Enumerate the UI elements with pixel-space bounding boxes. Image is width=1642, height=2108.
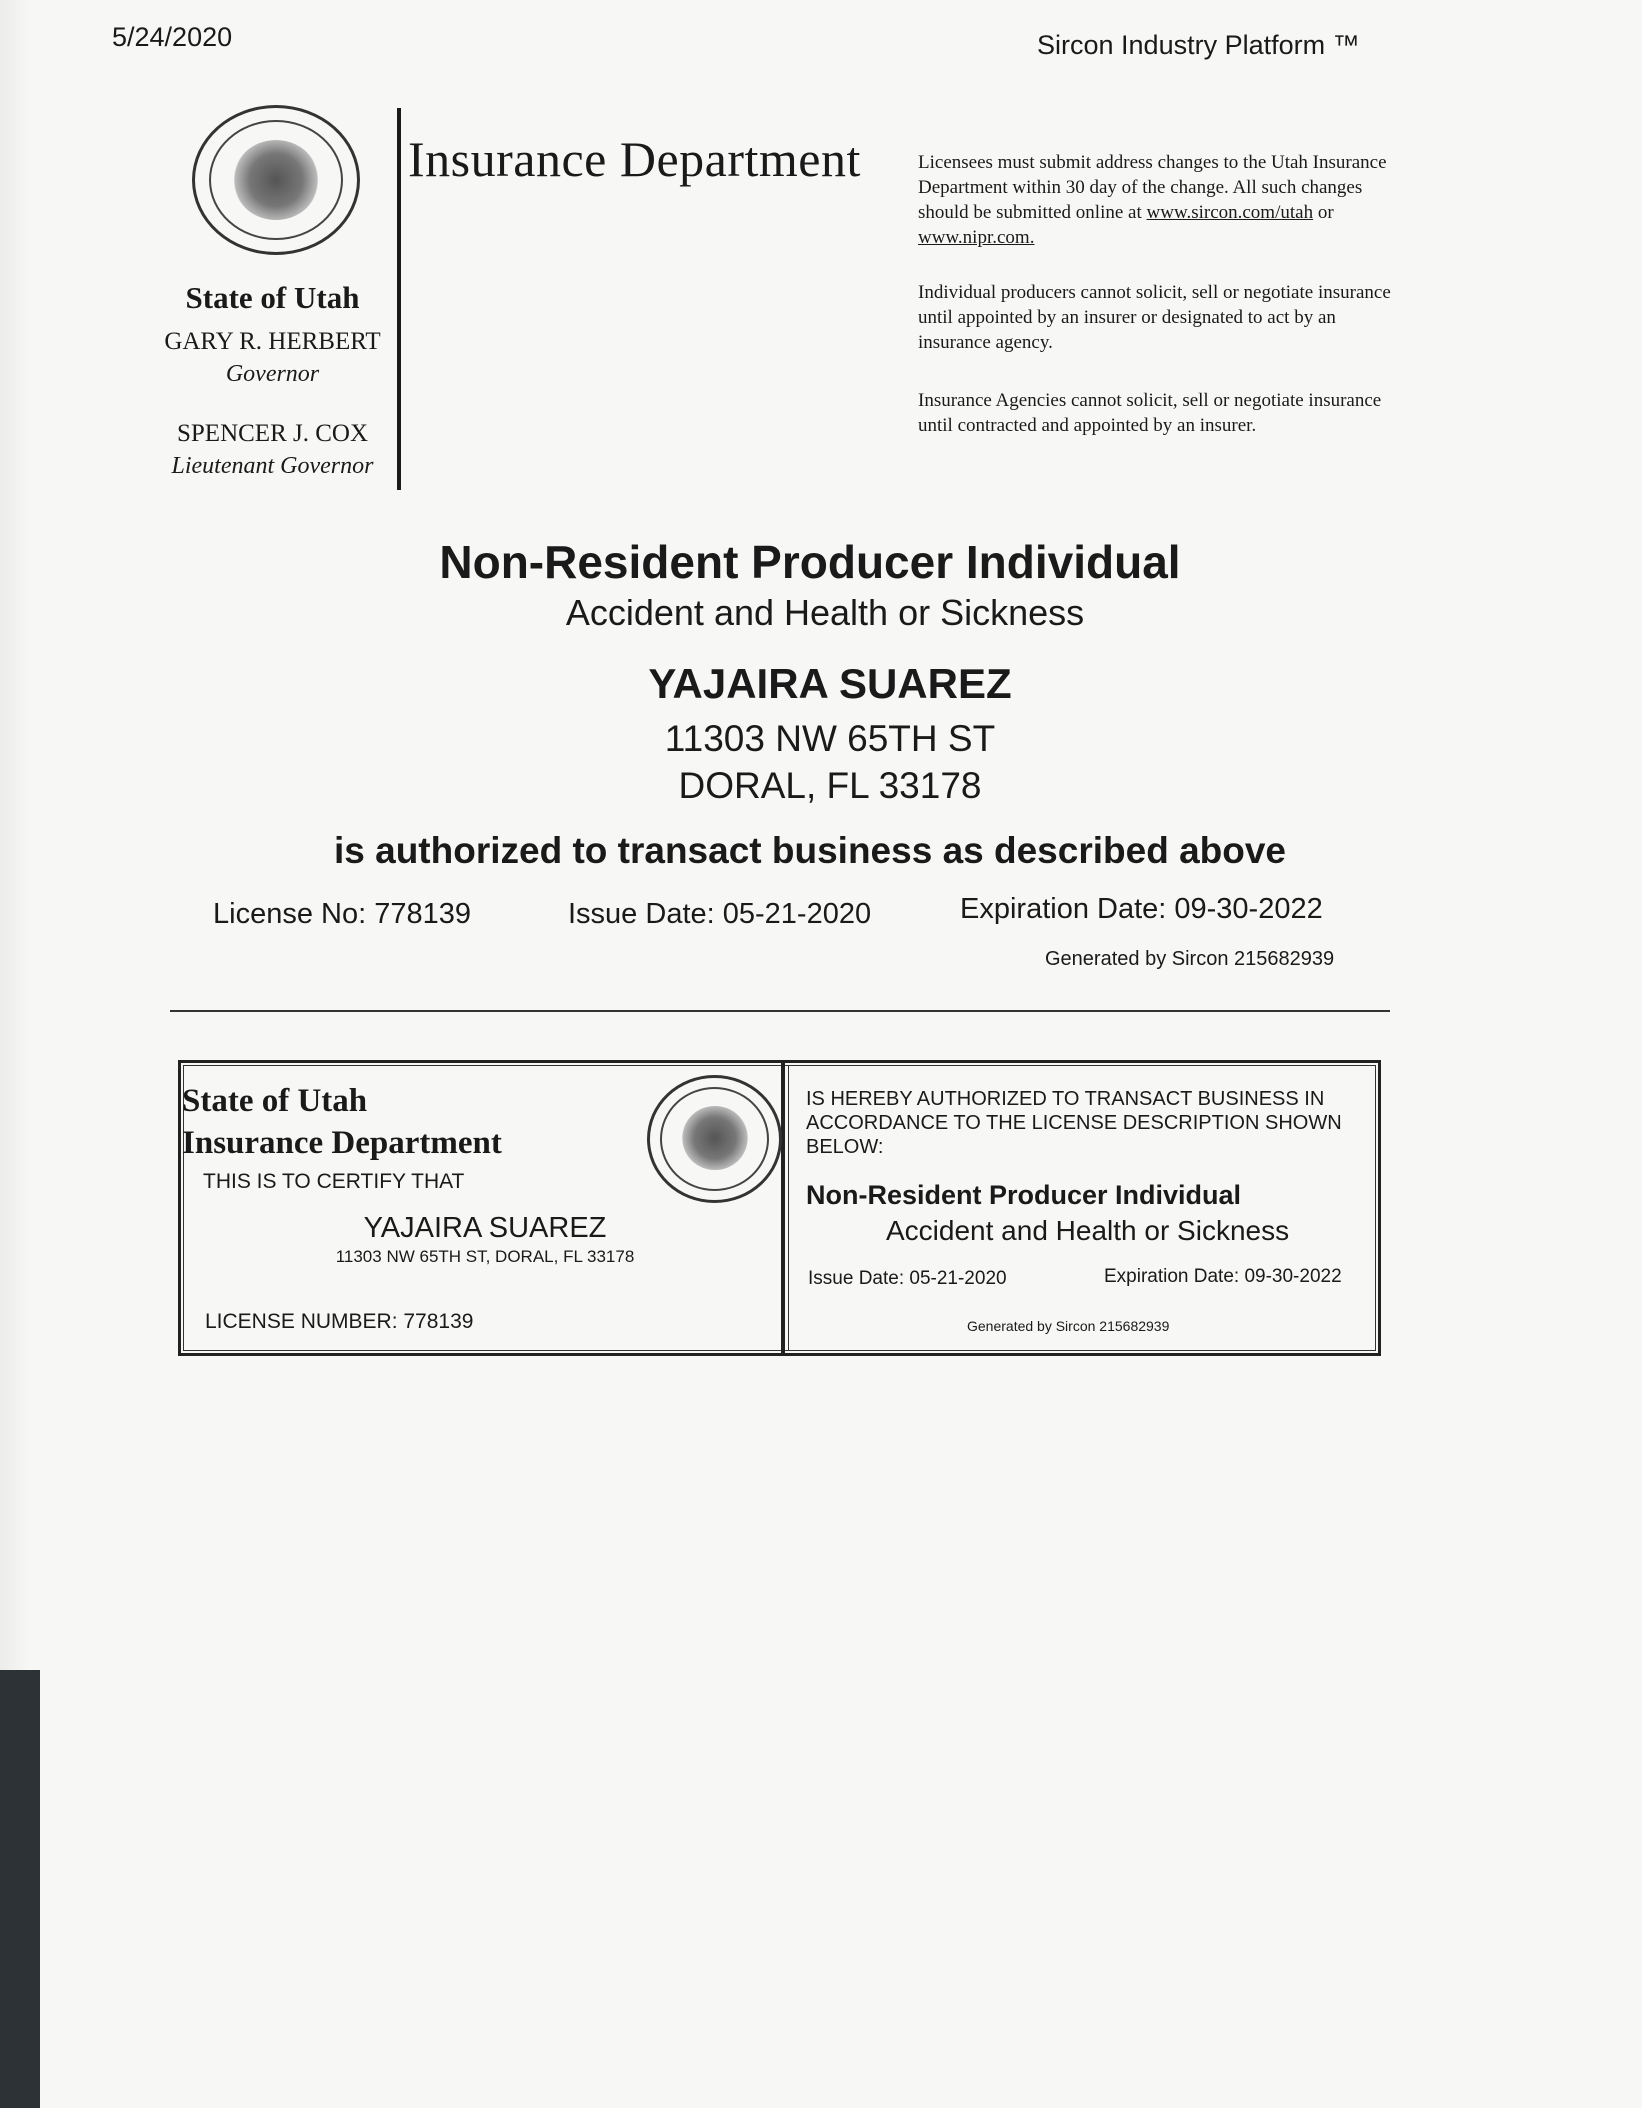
- card-seal-icon: [647, 1075, 782, 1203]
- notice-address-text: Licensees must submit address changes to the Utah Insurance Department within 30 day of the change. All such changes should be submitted online at: [918, 152, 1387, 223]
- lt-governor-title: Lieutenant Governor: [171, 453, 374, 479]
- notice-or: or: [1313, 202, 1334, 223]
- cut-line: [170, 1010, 1390, 1012]
- notice-individual-producers: Individual producers cannot solicit, sell or negotiate insurance until appointed by an insurer or designated to act by an insurance agency.: [918, 282, 1391, 353]
- generated-by: Generated by Sircon 215682939: [1045, 948, 1335, 970]
- holder-address-line2: DORAL, FL 33178: [678, 765, 982, 806]
- card-expiration-date: Expiration Date: 09-30-2022: [1104, 1266, 1342, 1287]
- letterhead-divider: [397, 108, 401, 490]
- scan-edge: [0, 1670, 40, 2108]
- sircon-link[interactable]: www.sircon.com/utah: [1146, 202, 1314, 223]
- wallet-card-divider: [781, 1062, 785, 1354]
- card-generated-by: Generated by Sircon 215682939: [967, 1318, 1170, 1334]
- wallet-card-divider-inner: [788, 1066, 789, 1350]
- notice-address-changes: [918, 150, 1398, 250]
- card-state: State of Utah: [182, 1083, 368, 1119]
- holder-name: YAJAIRA SUAREZ: [648, 660, 1012, 707]
- card-license-type: Non-Resident Producer Individual: [806, 1180, 1242, 1210]
- card-holder-name: YAJAIRA SUAREZ: [363, 1212, 607, 1244]
- holder-address-line1: 11303 NW 65TH ST: [664, 718, 996, 759]
- notice-insurance-agencies: Insurance Agencies cannot solicit, sell or negotiate insurance until contracted and appointed by an insurer.: [918, 390, 1382, 436]
- print-date: 5/24/2020: [112, 22, 233, 52]
- card-issue-date: Issue Date: 05-21-2020: [808, 1268, 1007, 1289]
- card-department: Insurance Department: [182, 1125, 502, 1161]
- page-shadow: [0, 0, 30, 1670]
- license-type: Non-Resident Producer Individual: [439, 536, 1181, 588]
- license-number: License No: 778139: [213, 898, 471, 930]
- nipr-link[interactable]: www.nipr.com.: [918, 227, 1035, 248]
- authorization-statement: is authorized to transact business as described above: [333, 830, 1287, 871]
- card-holder-address: 11303 NW 65TH ST, DORAL, FL 33178: [335, 1247, 635, 1266]
- department-title: Insurance Department: [408, 131, 861, 187]
- card-certify: THIS IS TO CERTIFY THAT: [203, 1170, 465, 1193]
- state-seal-icon: [192, 105, 360, 255]
- license-line: Accident and Health or Sickness: [565, 592, 1085, 633]
- governor-name: GARY R. HERBERT: [164, 328, 381, 355]
- issue-date: Issue Date: 05-21-2020: [568, 898, 872, 930]
- lt-governor-name: SPENCER J. COX: [176, 420, 368, 447]
- state-name: State of Utah: [185, 280, 360, 315]
- card-license-number: LICENSE NUMBER: 778139: [205, 1310, 474, 1333]
- platform-name: Sircon Industry Platform ™: [1037, 30, 1360, 60]
- card-license-line: Accident and Health or Sickness: [886, 1215, 1290, 1246]
- expiration-date: Expiration Date: 09-30-2022: [960, 893, 1323, 925]
- governor-title: Governor: [225, 361, 320, 387]
- card-authorization: IS HEREBY AUTHORIZED TO TRANSACT BUSINESS IN ACCORDANCE TO THE LICENSE DESCRIPTION SHOWN BELOW:: [806, 1088, 1342, 1158]
